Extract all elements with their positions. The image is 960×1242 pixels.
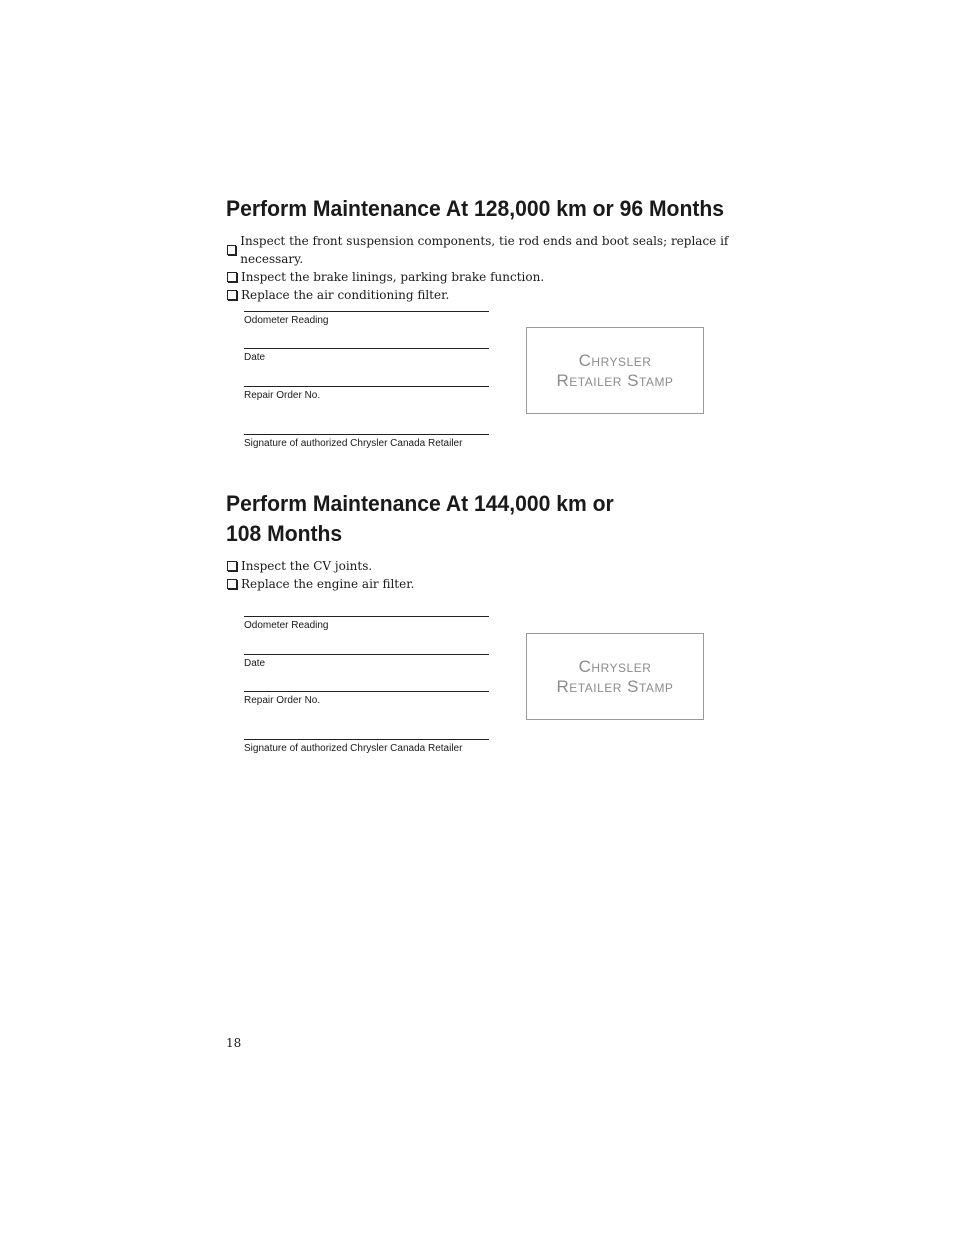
signature-field [244,739,489,755]
checkbox-icon [227,290,237,300]
checkbox-icon [227,561,237,571]
odometer-line [244,311,489,312]
signature-label: Signature of authorized Chrysler Canada Retailer [244,438,463,449]
stamp-line-2: Retailer Stamp [556,370,674,390]
checklist-item [226,557,746,575]
checkbox-icon [227,245,236,255]
repair-order-line [244,691,489,692]
page-number: 18 [226,1036,242,1050]
checklist-item-text: Inspect the CV joints. [241,559,373,573]
retailer-stamp-box [526,327,704,414]
date-label: Date [244,658,266,669]
checklist-item-text: Inspect the brake linings, parking brake function. [241,270,545,284]
odometer-field [244,311,489,327]
section-title-line-1: Perform Maintenance At 144,000 km or [226,491,614,516]
stamp-line-2: Retailer Stamp [556,676,674,696]
checkbox-icon [227,579,237,589]
date-label: Date [244,352,266,363]
odometer-field [244,616,489,632]
checkbox-icon [227,272,237,282]
date-field [244,654,489,670]
repair-order-field [244,691,489,707]
retailer-stamp-box [526,633,704,720]
section-title-line-2: 108 Months [226,521,343,546]
date-line [244,654,489,655]
section-title [226,489,725,549]
repair-order-label: Repair Order No. [244,695,321,706]
stamp-line-1: Chrysler [578,656,652,676]
checklist-item-text: Inspect the front suspension components, tie rod ends and boot seals; replace if necessary. [240,234,729,266]
repair-order-label: Repair Order No. [244,390,321,401]
checklist-item [226,286,746,304]
repair-order-line [244,386,489,387]
odometer-label: Odometer Reading [244,315,329,326]
stamp-line-1: Chrysler [578,350,652,370]
section-title: Perform Maintenance At 128,000 km or 96 Months [226,196,725,221]
date-field [244,348,489,364]
signature-label: Signature of authorized Chrysler Canada Retailer [244,743,463,754]
maintenance-section-128000 [226,194,746,304]
signature-line [244,434,489,435]
checklist [226,232,746,304]
checklist-item [226,575,746,593]
date-line [244,348,489,349]
repair-order-field [244,386,489,402]
signature-line [244,739,489,740]
checklist-item-text: Replace the engine air filter. [241,577,415,591]
signature-field [244,434,489,450]
odometer-label: Odometer Reading [244,620,329,631]
checklist-item [226,268,746,286]
checklist-item [226,232,746,268]
maintenance-section-144000 [226,489,746,593]
odometer-line [244,616,489,617]
checklist-item-text: Replace the air conditioning filter. [241,288,450,302]
checklist [226,557,746,593]
